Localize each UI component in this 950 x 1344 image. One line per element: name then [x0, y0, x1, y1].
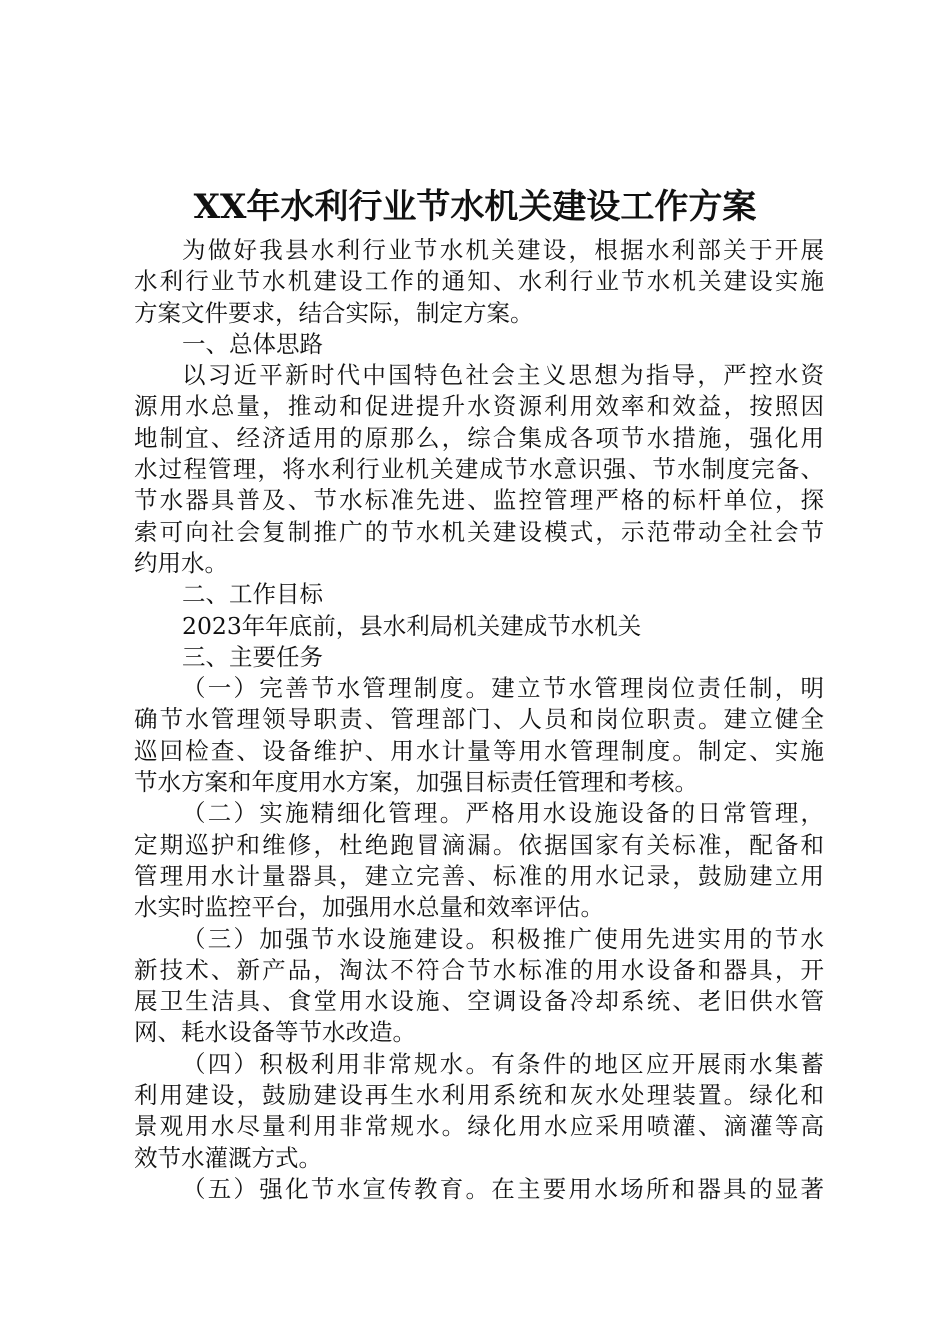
text-line: （四）积极利用非常规水。有条件的地区应开展雨水集蓄 [182, 1049, 824, 1078]
text-line: 为做好我县水利行业节水机关建设，根据水利部关于开展 [182, 236, 824, 264]
text-line: 确节水管理领导职责、管理部门、人员和岗位职责。建立健全 [134, 705, 824, 734]
text-line: 效节水灌溉方式。 [134, 1143, 322, 1172]
text-line: 新技术、新产品，淘汰不符合节水标准的用水设备和器具，开 [134, 955, 824, 984]
text-line: 管理用水计量器具，建立完善、标准的用水记录，鼓励建立用 [134, 861, 824, 890]
text-line: 展卫生洁具、食堂用水设施、空调设备冷却系统、老旧供水管 [134, 987, 824, 1016]
text-line: 水利行业节水机建设工作的通知、水利行业节水机关建设实施 [134, 267, 824, 296]
text-line: 巡回检查、设备维护、用水计量等用水管理制度。制定、实施 [134, 736, 824, 765]
document-body [134, 235, 824, 1205]
text-line: 2023年年底前，县水利局机关建成节水机关 [182, 611, 642, 640]
text-line: 以习近平新时代中国特色社会主义思想为指导，严控水资 [182, 361, 824, 390]
text-line: 网、耗水设备等节水改造。 [134, 1018, 416, 1047]
text-line: （三）加强节水设施建设。积极推广使用先进实用的节水 [182, 924, 824, 953]
text-line: 方案文件要求，结合实际，制定方案。 [134, 298, 534, 327]
text-line: 索可向社会复制推广的节水机关建设模式，示范带动全社会节 [134, 517, 824, 546]
text-line: 景观用水尽量利用非常规水。绿化用水应采用喷灌、滴灌等高 [134, 1112, 824, 1141]
text-line: 二、工作目标 [182, 580, 323, 609]
text-line: 定期巡护和维修，杜绝跑冒滴漏。依据国家有关标准，配备和 [134, 830, 824, 859]
text-line: 水过程管理，将水利行业机关建成节水意识强、节水制度完备、 [134, 455, 824, 484]
document-title: XX年水利行业节水机关建设工作方案 [193, 187, 757, 227]
text-line: （一）完善节水管理制度。建立节水管理岗位责任制，明 [182, 674, 824, 703]
text-line: 约用水。 [134, 548, 228, 577]
text-line: （五）强化节水宣传教育。在主要用水场所和器具的显著 [182, 1174, 824, 1203]
text-line: 一、总体思路 [182, 329, 323, 358]
text-line: 水实时监控平台，加强用水总量和效率评估。 [134, 893, 604, 922]
text-line: 地制宜、经济适用的原那么，综合集成各项节水措施，强化用 [134, 423, 824, 452]
text-line: 节水方案和年度用水方案，加强目标责任管理和考核。 [134, 768, 698, 797]
text-line: 三、主要任务 [182, 642, 323, 671]
text-line: 利用建设，鼓励建设再生水利用系统和灰水处理装置。绿化和 [134, 1081, 824, 1110]
text-line: （二）实施精细化管理。严格用水设施设备的日常管理， [182, 799, 824, 828]
text-line: 源用水总量，推动和促进提升水资源利用效率和效益，按照因 [134, 392, 824, 421]
text-line: 节水器具普及、节水标准先进、监控管理严格的标杆单位，探 [134, 486, 824, 515]
